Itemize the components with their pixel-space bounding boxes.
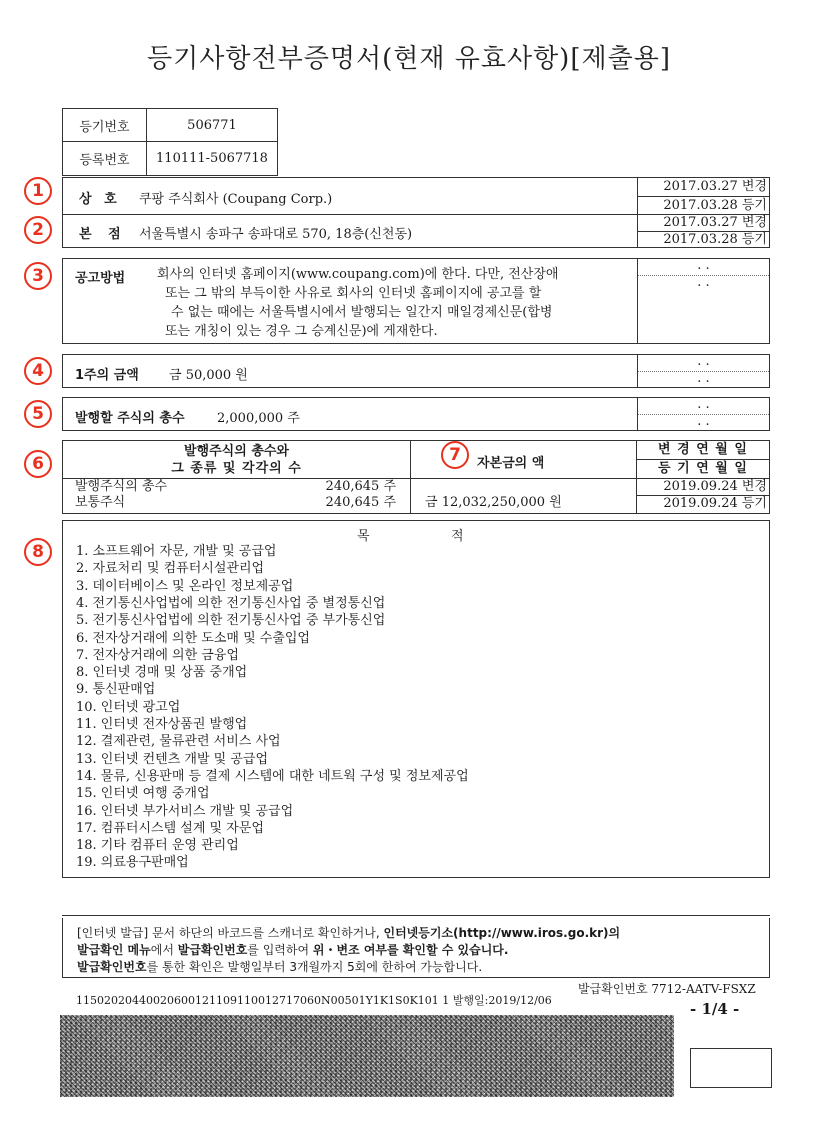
footer-rule (62, 915, 770, 916)
purpose-item: 18. 기타 컴퓨터 운영 관리업 (76, 838, 239, 854)
notice-method-label: 공고방법 (75, 271, 126, 286)
trade-name-date-registered: 2017.03.28 등기 (663, 198, 767, 213)
purpose-header-right: 적 (451, 529, 464, 544)
issued-shares-header (63, 441, 411, 479)
document-title: 등기사항전부증명서(현재 유효사항)[제출용] (147, 44, 671, 74)
issued-date-changed: 2019.09.24 변경 (637, 479, 769, 496)
purpose-header-left: 목 (357, 529, 370, 544)
notice-line-2: 또는 그 밖의 부득이한 사유로 회사의 인터넷 홈페이지에 공고를 할 (165, 286, 542, 301)
trade-name-row (62, 177, 770, 215)
authorized-shares-value: 2,000,000 주 (217, 411, 300, 426)
par-value-label: 1주의 금액 (75, 368, 139, 383)
document-code: 11502020440020600121109110012717060N00501Y1K1S0K101 1 발행일:2019/12/06 (76, 994, 552, 1007)
date-header (637, 441, 769, 479)
verification-barcode (60, 1015, 674, 1097)
purpose-item: 14. 물류, 신용판매 등 결제 시스템에 대한 네트웍 구성 및 정보제공업 (76, 768, 469, 784)
purpose-item: 13. 인터넷 컨텐츠 개발 및 공급업 (76, 751, 269, 767)
purpose-item: 2. 자료처리 및 컴퓨터시설관리업 (76, 561, 265, 577)
purpose-item: 8. 인터넷 경매 및 상품 중개업 (76, 665, 248, 681)
reg-no-value: 506771 (147, 109, 277, 142)
capital-header-cell (411, 441, 637, 479)
trade-name-value: 쿠팡 주식회사 (Coupang Corp.) (139, 192, 333, 207)
common-shares-value: 240,645 주 (325, 495, 396, 510)
footer-notice-text (77, 925, 620, 976)
common-shares-label: 보통주식 (75, 495, 126, 510)
notice-dots-2: . . (697, 275, 710, 290)
head-office-label: 본 점 (79, 227, 127, 242)
footer-text-1a: [인터넷 발급] 문서 하단의 바코드를 스캐너로 확인하거나, (77, 926, 384, 940)
footer-text-3b: 를 통한 확인은 발행일부터 3개월까지 5회에 한하여 가능합니다. (146, 960, 483, 974)
date-header-line1: 변 경 연 월 일 (637, 441, 769, 460)
annotation-badge-4: 4 (24, 357, 52, 385)
annotation-badge-8: 8 (24, 538, 52, 566)
capital-value: 금 12,032,250,000 원 (425, 495, 562, 510)
par-value-value: 금 50,000 원 (169, 368, 248, 383)
issue-check-number: 발급확인번호 7712-AATV-FSXZ (578, 982, 756, 996)
registry-number-table (62, 108, 278, 176)
annotation-badge-2: 2 (24, 216, 52, 244)
capital-body (411, 479, 637, 513)
purpose-item: 9. 통신판매업 (76, 682, 156, 698)
reg-no-label: 등기번호 (63, 109, 147, 142)
par-value-dates (637, 355, 769, 387)
authorized-shares-label: 발행할 주식의 총수 (75, 411, 185, 426)
annotation-badge-6: 6 (24, 450, 52, 478)
annotation-badge-3: 3 (24, 262, 52, 290)
par-value-dots-2: . . (697, 371, 710, 386)
purpose-item: 12. 결제관련, 물류관련 서비스 사업 (76, 734, 281, 750)
footer-notice-line2 (77, 942, 620, 959)
head-office-value: 서울특별시 송파구 송파대로 570, 18층(신천동) (139, 227, 413, 242)
issued-shares-dates (637, 479, 769, 513)
trade-name-dates (637, 178, 769, 214)
notice-line-3: 수 없는 때에는 서울특별시에서 발행되는 일간지 매일경제신문(합병 (171, 305, 553, 320)
annotation-badge-7: 7 (441, 441, 469, 469)
seal-box (690, 1048, 772, 1088)
total-shares-value: 240,645 주 (325, 479, 396, 494)
purpose-item: 19. 의료용구판매업 (76, 855, 189, 871)
footer-text-2e: 위・변조 여부를 확인할 수 있습니다. (312, 943, 509, 957)
footer-text-2c: 발급확인번호 (177, 943, 248, 957)
purpose-item: 3. 데이터베이스 및 온라인 정보제공업 (76, 578, 294, 594)
purpose-item: 15. 인터넷 여행 중개업 (76, 786, 210, 802)
iros-link[interactable]: 인터넷등기소(http://www.iros.go.kr)의 (383, 926, 621, 940)
head-office-dates (637, 215, 769, 247)
authorized-dots-2: . . (697, 414, 710, 429)
footer-notice-line3 (77, 959, 620, 976)
notice-line-1: 회사의 인터넷 홈페이지(www.coupang.com)에 한다. 다만, 전산장애 (157, 267, 559, 282)
authorized-shares-row (62, 397, 770, 431)
purpose-item: 4. 전기통신사업법에 의한 전기통신사업 중 별정통신업 (76, 595, 386, 611)
par-value-row (62, 354, 770, 388)
purpose-item: 17. 컴퓨터시스템 설계 및 자문업 (76, 820, 264, 836)
purpose-item: 16. 인터넷 부가서비스 개발 및 공급업 (76, 803, 294, 819)
total-shares-label: 발행주식의 총수 (75, 479, 168, 494)
annotation-badge-1: 1 (24, 177, 52, 205)
notice-method-text (157, 265, 558, 341)
head-office-date-registered: 2017.03.28 등기 (663, 232, 767, 247)
authorized-shares-dates (637, 398, 769, 430)
date-header-line2: 등 기 연 월 일 (658, 461, 748, 476)
footer-text-2a: 발급확인 메뉴 (77, 943, 151, 957)
footer-text-2d: 를 입력하여 (247, 943, 313, 957)
footer-notice-box (62, 918, 770, 978)
footer-notice-line1 (77, 925, 620, 942)
issued-date-registered: 2019.09.24 등기 (663, 496, 767, 511)
trade-name-date-changed: 2017.03.27 변경 (638, 178, 769, 197)
purpose-item: 7. 전자상거래에 의한 금융업 (76, 647, 239, 663)
registration-no-value: 110111-5067718 (156, 151, 268, 166)
head-office-date-changed: 2017.03.27 변경 (638, 215, 769, 232)
par-value-dots-1: . . (638, 355, 769, 372)
page-number: - 1/4 - (690, 1000, 740, 1018)
issued-shares-body (63, 479, 411, 513)
purpose-item: 10. 인터넷 광고업 (76, 699, 181, 715)
head-office-row (62, 214, 770, 248)
issued-shares-table (62, 440, 770, 514)
registration-no-label: 등록번호 (63, 142, 147, 175)
notice-method-row (62, 258, 770, 344)
annotation-badge-5: 5 (24, 400, 52, 428)
issued-shares-header-line2: 그 종류 및 각각의 수 (171, 461, 302, 476)
trade-name-label: 상 호 (79, 192, 121, 207)
purpose-item: 5. 전기통신사업법에 의한 전기통신사업 중 부가통신업 (76, 613, 386, 629)
authorized-dots-1: . . (638, 398, 769, 415)
capital-header: 자본금의 액 (477, 456, 545, 471)
notice-dots-1: . . (638, 259, 769, 276)
purpose-item: 1. 소프트웨어 자문, 개발 및 공급업 (76, 544, 277, 559)
footer-text-2b: 에서 (150, 943, 178, 957)
notice-line-4: 또는 개칭이 있는 경우 그 승계신문)에 게재한다. (165, 324, 438, 339)
purpose-item: 11. 인터넷 전자상품권 발행업 (76, 717, 248, 732)
notice-dates (637, 259, 769, 343)
issued-shares-header-line1: 발행주식의 총수와 (184, 444, 289, 459)
purpose-item: 6. 전자상거래에 의한 도소매 및 수출입업 (76, 630, 310, 646)
footer-text-3a: 발급확인번호 (77, 960, 147, 974)
